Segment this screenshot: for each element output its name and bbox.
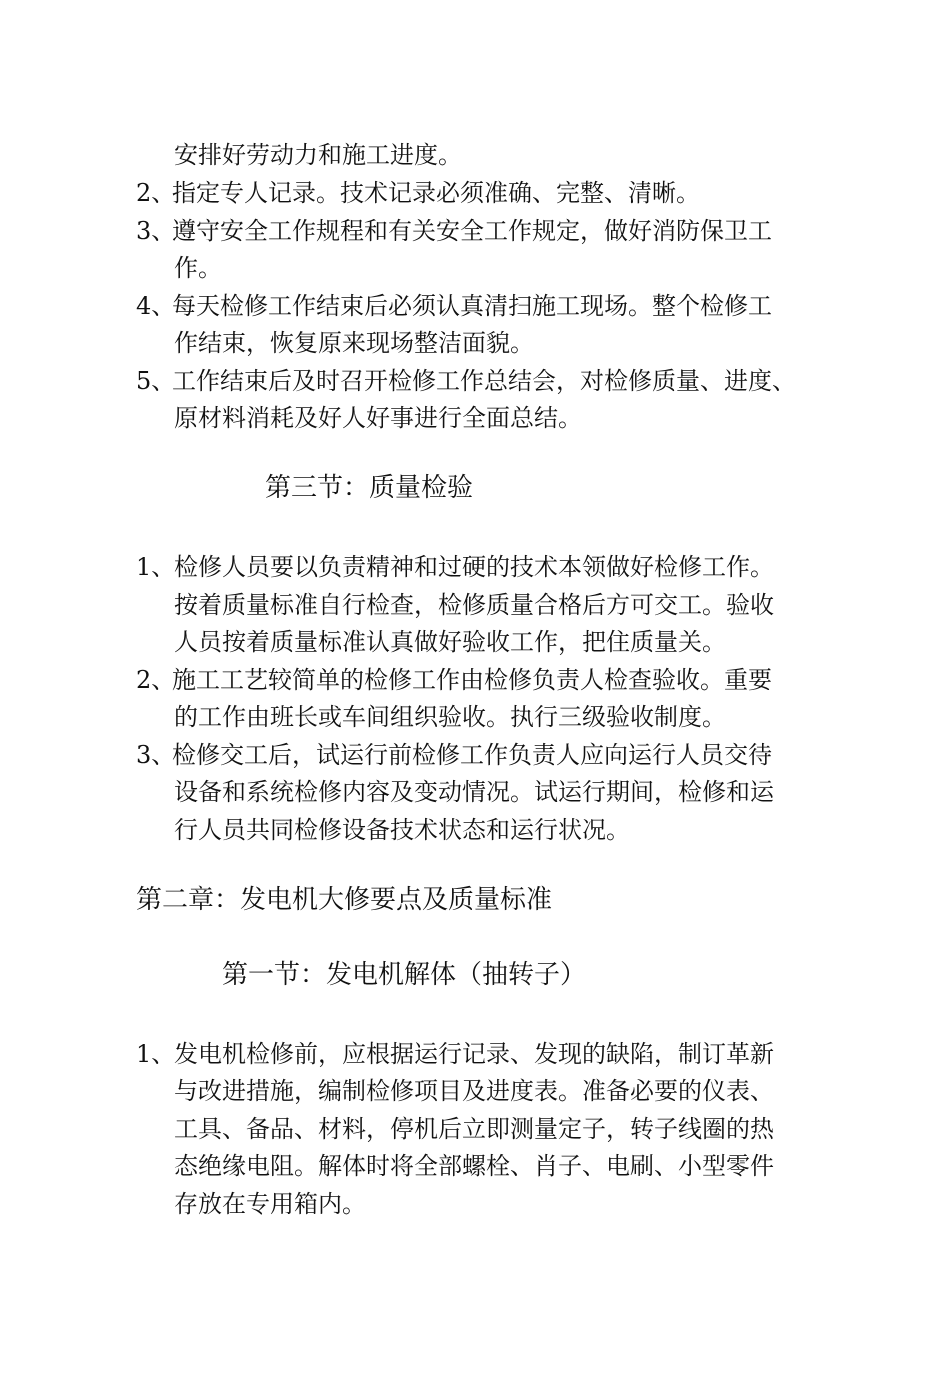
s3-item-3-number: 3、 xyxy=(136,741,176,769)
chapter-2-heading: 第二章：发电机大修要点及质量标准 xyxy=(136,885,553,915)
s3-item-3-line1: 检修交工后，试运行前检修工作负责人应向运行人员交待 xyxy=(172,741,772,769)
item-3-number: 3、 xyxy=(136,217,176,245)
item-4-number: 4、 xyxy=(136,292,176,320)
item-5-number: 5、 xyxy=(136,367,176,395)
s3-item-1-line2: 按着质量标准自行检查，检修质量合格后方可交工。验收 xyxy=(174,591,774,619)
section-3-heading: 第三节：质量检验 xyxy=(265,473,474,503)
chapter-2-section-1-heading: 第一节：发电机解体（抽转子） xyxy=(222,960,587,990)
item-4-text-line2: 作结束，恢复原来现场整洁面貌。 xyxy=(174,329,534,357)
c2s1-item-1-line5: 存放在专用箱内。 xyxy=(174,1190,366,1218)
item-2-number: 2、 xyxy=(136,179,176,207)
c2s1-item-1-line3: 工具、备品、材料，停机后立即测量定子，转子线圈的热 xyxy=(174,1115,774,1143)
s3-item-1-line1: 检修人员要以负责精神和过硬的技术本领做好检修工作。 xyxy=(174,553,774,581)
item-5-text-line1: 工作结束后及时召开检修工作总结会，对检修质量、进度、 xyxy=(172,367,796,395)
item-4-text-line1: 每天检修工作结束后必须认真清扫施工现场。整个检修工 xyxy=(172,292,772,320)
item-3-text-line2: 作。 xyxy=(174,254,222,282)
item-5-text-line2: 原材料消耗及好人好事进行全面总结。 xyxy=(174,404,582,432)
item-1-continuation: 安排好劳动力和施工进度。 xyxy=(174,141,462,169)
c2s1-item-1-line1: 发电机检修前，应根据运行记录、发现的缺陷，制订革新 xyxy=(174,1040,774,1068)
item-3-text-line1: 遵守安全工作规程和有关安全工作规定，做好消防保卫工 xyxy=(172,217,772,245)
s3-item-3-line3: 行人员共同检修设备技术状态和运行状况。 xyxy=(174,816,630,844)
s3-item-1-number: 1、 xyxy=(136,553,176,581)
s3-item-2-number: 2、 xyxy=(136,666,176,694)
c2s1-item-1-number: 1、 xyxy=(136,1040,176,1068)
c2s1-item-1-line2: 与改进措施，编制检修项目及进度表。准备必要的仪表、 xyxy=(174,1077,774,1105)
s3-item-3-line2: 设备和系统检修内容及变动情况。试运行期间，检修和运 xyxy=(174,778,774,806)
item-2-text: 指定专人记录。技术记录必须准确、完整、清晰。 xyxy=(172,179,700,207)
c2s1-item-1-line4: 态绝缘电阻。解体时将全部螺栓、肖子、电刷、小型零件 xyxy=(174,1152,774,1180)
s3-item-2-line2: 的工作由班长或车间组织验收。执行三级验收制度。 xyxy=(174,703,726,731)
s3-item-2-line1: 施工工艺较简单的检修工作由检修负责人检查验收。重要 xyxy=(172,666,772,694)
s3-item-1-line3: 人员按着质量标准认真做好验收工作，把住质量关。 xyxy=(174,628,726,656)
